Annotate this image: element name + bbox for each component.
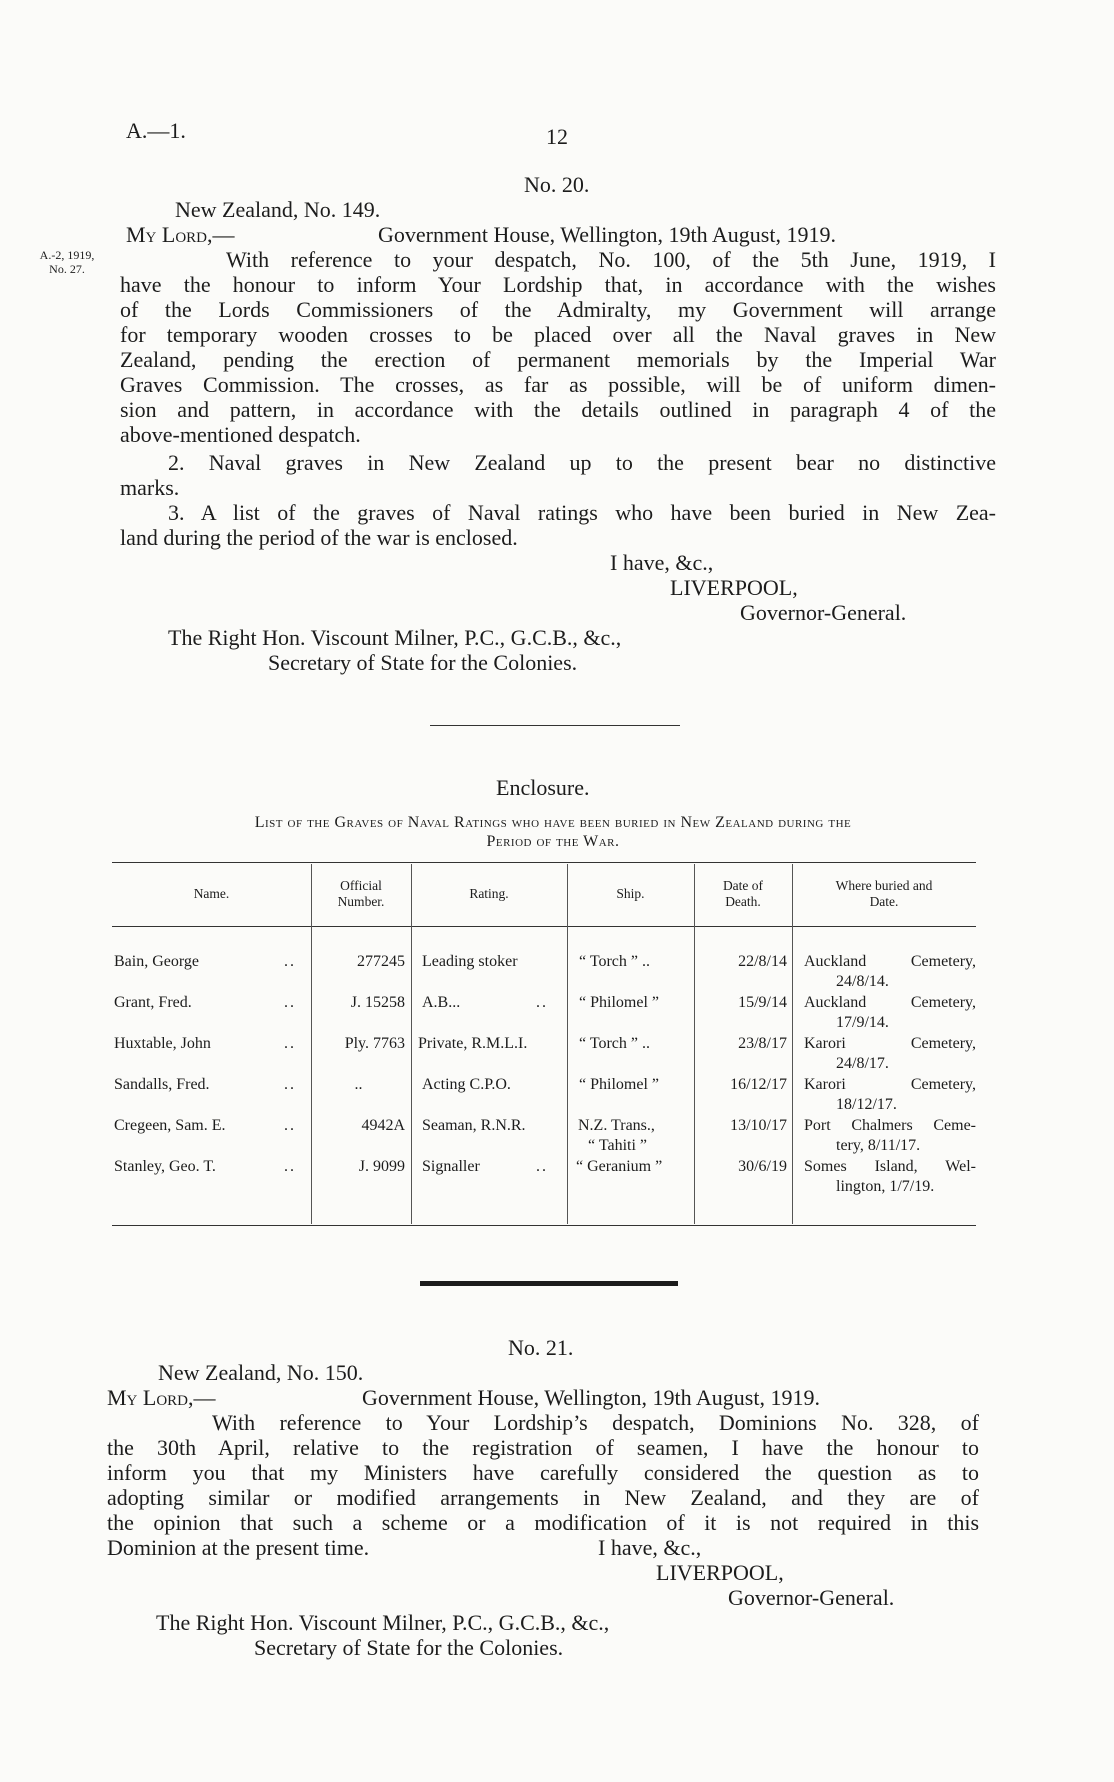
cell-burial-date: 17/9/14. (836, 1014, 889, 1031)
addressee-title: Secretary of State for the Colonies. (254, 1635, 564, 1660)
cell-date-of-death: 16/12/17 (730, 1076, 787, 1093)
leader-dots: .. (284, 1158, 296, 1175)
cell-rating: Leading stoker (422, 953, 518, 970)
text-line: marks. (120, 475, 180, 500)
graves-table (112, 862, 976, 1226)
cell-where-buried: Somes Island, Wel- (804, 1158, 976, 1175)
leader-dots: .. (284, 994, 296, 1011)
header-line: Number. (337, 894, 385, 909)
document-reference: A.—1. (126, 118, 186, 143)
leader-dots: .. (284, 1076, 296, 1093)
column-header-official-number (311, 878, 411, 910)
cell-burial-date: 24/8/14. (836, 973, 889, 990)
paragraph-2 (120, 450, 996, 500)
closing: I have, &c., (598, 1535, 702, 1560)
closing: I have, &c., (610, 550, 714, 575)
cell-number: 4942A (361, 1117, 405, 1134)
text-line: for temporary wooden crosses to be placed over all the Naval graves in New (120, 322, 996, 347)
cell-name: Cregeen, Sam. E. (114, 1117, 226, 1134)
text-line: inform you that my Ministers have carefully considered the question as to (107, 1460, 979, 1485)
cell-number: .. (354, 1076, 363, 1093)
cell-date-of-death: 15/9/14 (738, 994, 787, 1011)
table-bottom-rule (112, 1225, 976, 1226)
cell-burial-date: 24/8/17. (836, 1055, 889, 1072)
column-header-where-buried (792, 878, 976, 910)
header-line: Death. (725, 894, 761, 909)
paragraph-1 (120, 247, 996, 447)
title-line: Period of the War. (486, 833, 620, 850)
cell-ship: “ Geranium ” (576, 1158, 663, 1175)
header-line: Date. (869, 894, 899, 909)
cell-burial-date: 18/12/17. (836, 1096, 897, 1113)
column-header-name: Name. (193, 886, 230, 901)
cell-rating: Signaller (422, 1158, 480, 1175)
table-row (112, 1075, 976, 1115)
page-number: 12 (546, 124, 568, 149)
signature: LIVERPOOL, (670, 575, 798, 600)
header-line: Official (340, 878, 382, 893)
cell-name: Bain, George (114, 953, 200, 970)
column-header-date-of-death (694, 878, 792, 910)
cell-date-of-death: 22/8/14 (738, 953, 787, 970)
column-header-ship: Ship. (616, 886, 645, 901)
text-line: of the Lords Commissioners of the Admiralty, my Government will arrange (120, 297, 996, 322)
cell-where-buried: Port Chalmers Ceme- (804, 1117, 976, 1134)
cell-name: Stanley, Geo. T. (114, 1158, 216, 1175)
cell-where-buried: Auckland Cemetery, (804, 994, 976, 1011)
cell-number: 277245 (357, 953, 405, 970)
text-line: Dominion at the present time. (107, 1535, 370, 1560)
place-date: Government House, Wellington, 19th August, 1919. (362, 1385, 820, 1410)
text-line: 3. A list of the graves of Naval ratings who have been buried in New Zea- (168, 500, 996, 525)
salutation: My Lord,— (126, 222, 235, 247)
text-line: With reference to your despatch, No. 100, of the 5th June, 1919, I (226, 247, 996, 272)
paragraph-body (107, 1410, 979, 1535)
column-header-rating: Rating. (469, 886, 509, 901)
text-line: sion and pattern, in accordance with the details outlined in paragraph 4 of the (120, 397, 996, 422)
cell-ship: N.Z. Trans., (578, 1117, 655, 1134)
cell-number: J. 9099 (358, 1158, 405, 1175)
text-line: Graves Commission. The crosses, as far as possible, will be of uniform dimen- (120, 372, 996, 397)
text-line: above-mentioned despatch. (120, 422, 361, 447)
letter-number: No. 21. (508, 1335, 574, 1360)
cell-name: Huxtable, John (114, 1035, 211, 1052)
place-date: Government House, Wellington, 19th August, 1919. (378, 222, 836, 247)
section-divider (430, 725, 680, 726)
cell-where-buried: Karori Cemetery, (804, 1035, 976, 1052)
leader-dots: .. (284, 1035, 296, 1052)
cell-rating: A.B... (422, 994, 461, 1011)
cell-where-buried: Karori Cemetery, (804, 1076, 976, 1093)
text-line: the 30th April, relative to the registration of seamen, I have the honour to (107, 1435, 979, 1460)
table-row (112, 1116, 976, 1156)
cell-ship: “ Torch ” .. (579, 953, 650, 970)
signer-title: Governor-General. (740, 600, 907, 625)
enclosure-title (118, 813, 988, 851)
text-line: land during the period of the war is enclosed. (120, 525, 518, 550)
cell-ship: “ Torch ” .. (579, 1035, 650, 1052)
table-row (112, 1034, 976, 1074)
margin-note-line: A.-2, 1919, (39, 248, 95, 262)
paragraph-3 (120, 500, 996, 550)
title-line: List of the Graves of Naval Ratings who have been buried in New Zealand during the (254, 814, 852, 831)
dispatch-reference: New Zealand, No. 149. (175, 197, 381, 222)
cell-number: J. 15258 (350, 994, 405, 1011)
table-top-rule (112, 862, 976, 863)
dispatch-reference: New Zealand, No. 150. (158, 1360, 364, 1385)
addressee-title: Secretary of State for the Colonies. (268, 650, 578, 675)
text-line: adopting similar or modified arrangements in New Zealand, and they are of (107, 1485, 979, 1510)
cell-ship: “ Philomel ” (579, 1076, 659, 1093)
cell-name: Sandalls, Fred. (114, 1076, 210, 1093)
signer-title: Governor-General. (728, 1585, 895, 1610)
cell-burial-date: tery, 8/11/17. (836, 1137, 921, 1154)
cell-ship-name: “ Tahiti ” (588, 1137, 648, 1154)
cell-rating: Private, R.M.L.I. (418, 1035, 528, 1052)
table-row (112, 1157, 976, 1197)
text-line: have the honour to inform Your Lordship that, in accordance with the wishes (120, 272, 996, 297)
text-line: With reference to Your Lordship’s despatch, Dominions No. 328, of (212, 1410, 979, 1435)
leader-dots: .. (536, 1158, 548, 1175)
thick-section-divider (420, 1281, 678, 1286)
leader-dots: .. (284, 953, 296, 970)
addressee: The Right Hon. Viscount Milner, P.C., G.C.B., &c., (156, 1610, 610, 1635)
cell-rating: Seaman, R.N.R. (422, 1117, 526, 1134)
margin-note (28, 248, 106, 276)
cell-date-of-death: 30/6/19 (738, 1158, 787, 1175)
header-line: Where buried and (835, 878, 933, 893)
cell-ship: “ Philomel ” (579, 994, 659, 1011)
leader-dots: .. (536, 994, 548, 1011)
cell-date-of-death: 23/8/17 (738, 1035, 787, 1052)
addressee: The Right Hon. Viscount Milner, P.C., G.C.B., &c., (168, 625, 622, 650)
text-line: Zealand, pending the erection of permanent memorials by the Imperial War (120, 347, 996, 372)
cell-rating: Acting C.P.O. (422, 1076, 511, 1093)
text-line: the opinion that such a scheme or a modification of it is not required in this (107, 1510, 979, 1535)
signature: LIVERPOOL, (656, 1560, 784, 1585)
cell-date-of-death: 13/10/17 (730, 1117, 787, 1134)
margin-note-line: No. 27. (49, 262, 85, 276)
cell-burial-date: lington, 1/7/19. (836, 1178, 935, 1195)
cell-where-buried: Auckland Cemetery, (804, 953, 976, 970)
table-header-rule (112, 926, 976, 927)
table-row (112, 993, 976, 1033)
table-row (112, 952, 976, 992)
cell-number: Ply. 7763 (344, 1035, 405, 1052)
header-line: Date of (722, 878, 764, 893)
text-line: 2. Naval graves in New Zealand up to the present bear no distinctive (168, 450, 996, 475)
leader-dots: .. (284, 1117, 296, 1134)
enclosure-heading: Enclosure. (496, 775, 590, 800)
letter-number: No. 20. (524, 172, 590, 197)
salutation: My Lord,— (107, 1385, 216, 1410)
cell-name: Grant, Fred. (114, 994, 192, 1011)
